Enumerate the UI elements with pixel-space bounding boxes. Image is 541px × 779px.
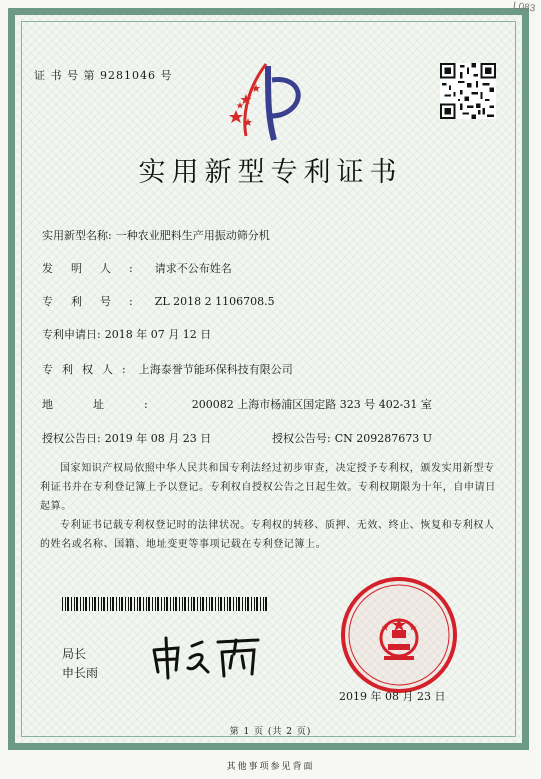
seal-date: 2019 年 08 月 23 日 xyxy=(339,690,446,703)
grant-date-row xyxy=(42,430,211,446)
certificate-title: 实用新型专利证书 xyxy=(138,157,403,188)
director-role: 局长 xyxy=(62,647,87,661)
barcode-icon xyxy=(62,597,268,611)
qr-code-icon xyxy=(440,63,496,119)
address-value: 200082 上海市杨浦区国定路 323 号 402-31 室 xyxy=(191,398,432,411)
grant-date-value: 2019 年 08 月 23 日 xyxy=(104,432,212,445)
cnipa-logo-icon xyxy=(228,58,308,144)
patentee-row xyxy=(42,361,293,377)
grant-number-row xyxy=(272,430,432,446)
grant-statement-paragraph: 国家知识产权局依照中华人民共和国专利法经过初步审查，决定授予专利权，颁发实用新型专利证书并在专利登记簿上予以登记。专利权自授权公告之日起生效。专利权期限为十年，自申请日起算。 xyxy=(40,463,496,512)
patent-number-row xyxy=(42,293,275,309)
grant-number-label: 授权公告号: xyxy=(272,432,331,445)
grant-number-value: CN 209287673 U xyxy=(334,432,433,445)
patentee-value: 上海泰誉节能环保科技有限公司 xyxy=(138,363,293,376)
certificate-number: 证 书 号 第 9281046 号 xyxy=(34,69,173,82)
filing-date-row xyxy=(42,326,211,342)
director-signature-icon xyxy=(148,632,268,682)
model-name-value: 一种农业肥料生产用振动筛分机 xyxy=(115,229,270,242)
address-row xyxy=(42,396,432,412)
model-name-row xyxy=(42,227,270,243)
director-name: 申长雨 xyxy=(62,666,99,680)
inventor-value: 请求不公布姓名 xyxy=(154,262,232,275)
grant-date-label: 授权公告日: xyxy=(42,432,101,445)
back-page-note: 其他事项参见背面 xyxy=(226,762,315,772)
patent-number-value: ZL 2018 2 1106708.5 xyxy=(154,295,275,308)
filing-date-value: 2018 年 07 月 12 日 xyxy=(104,328,212,341)
page-indicator: 第 1 页 (共 2 页) xyxy=(229,727,312,737)
model-name-label: 实用新型名称: xyxy=(42,229,112,242)
inventor-row xyxy=(42,260,232,276)
address-label: 地址: xyxy=(42,398,188,411)
filing-date-label: 专利申请日: xyxy=(42,328,101,341)
official-seal-icon xyxy=(338,574,460,696)
patent-number-label: 专利号: xyxy=(42,295,151,308)
handwritten-mark: L083 xyxy=(512,0,536,15)
inventor-label: 发明人: xyxy=(42,262,151,275)
legal-status-paragraph: 专利证书记载专利权登记时的法律状况。专利权的转移、质押、无效、终止、恢复和专利权人的姓名或名称、国籍、地址变更等事项记载在专利登记簿上。 xyxy=(40,520,495,550)
patentee-label: 专利权人: xyxy=(42,363,135,376)
